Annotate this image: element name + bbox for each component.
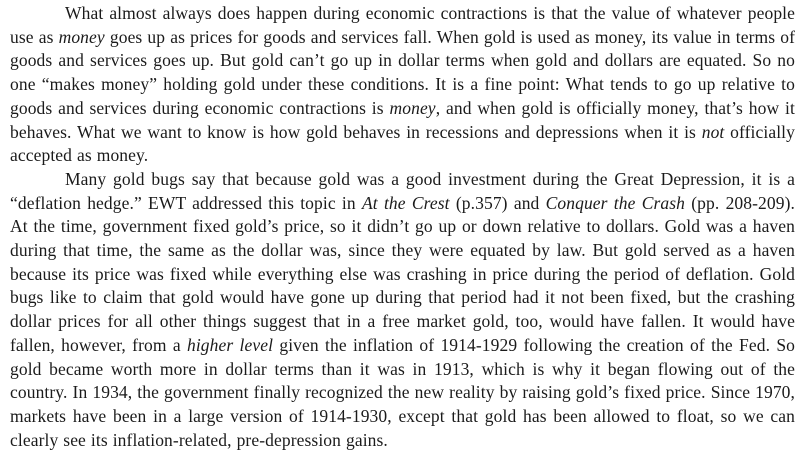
text-run-italic-book-title: At the Crest <box>361 192 450 213</box>
text-run: officially accepted as money. <box>10 121 795 166</box>
text-run-italic: money <box>389 97 436 118</box>
text-run: goes up as prices for goods and services fall. When gold is used as money, its value in terms of goods and services goes up. But gold can’t go up in dollar terms when gold and dollars are equated. So no one “makes money” holding gold under these conditions. It is a fine point: What tends to go up relative to goods and services during economic contractions is <box>10 26 795 118</box>
text-run: (pp. 208-209). At the time, government fixed gold’s price, so it didn’t go up or down relative to dollars. Gold was a haven during that time, the same as the dollar was, since they were equated by law. But gold served as a haven because its price was fixed while everything else was crashing in price during the period of deflation. Gold bugs like to claim that gold would have gone up during that period had it not been fixed, but the crashing dollar prices for all other things suggest that in a free market gold, too, would have fallen. It would have fallen, however, from a <box>10 192 796 355</box>
text-run-italic: not <box>701 121 725 142</box>
text-run-italic-book-title: Conquer the Crash <box>545 192 686 213</box>
paragraph-gold-bugs-deflation-hedge <box>10 168 795 452</box>
text-run: given the inflation of 1914-1929 following the creation of the Fed. So gold became worth more in dollar terms than it was in 1913, which is why it began flowing out of the country. In 1934, the government finally recognized the new reality by raising gold’s fixed price. Since 1970, markets have been in a large version of 1914-1930, except that gold has been allowed to float, so we can clearly see its inflation-related, pre-depression gains. <box>10 334 796 450</box>
text-run-italic: money <box>58 26 105 47</box>
text-run: , and when gold is officially money, that’s how it behaves. What we want to know is how gold behaves in recessions and depressions when it is <box>10 97 795 142</box>
text-run: (p.357) and <box>449 192 546 213</box>
text-run-italic: higher level <box>187 334 274 355</box>
text-run: What almost always does happen during economic contractions is that the value of whatever people use as <box>10 3 795 47</box>
text-run: Many gold bugs say that because gold was a good investment during the Great Depression, it is a “deflation hedge.” EWT addressed this topic in <box>10 168 795 213</box>
paragraph-gold-value-in-contractions <box>10 2 795 168</box>
